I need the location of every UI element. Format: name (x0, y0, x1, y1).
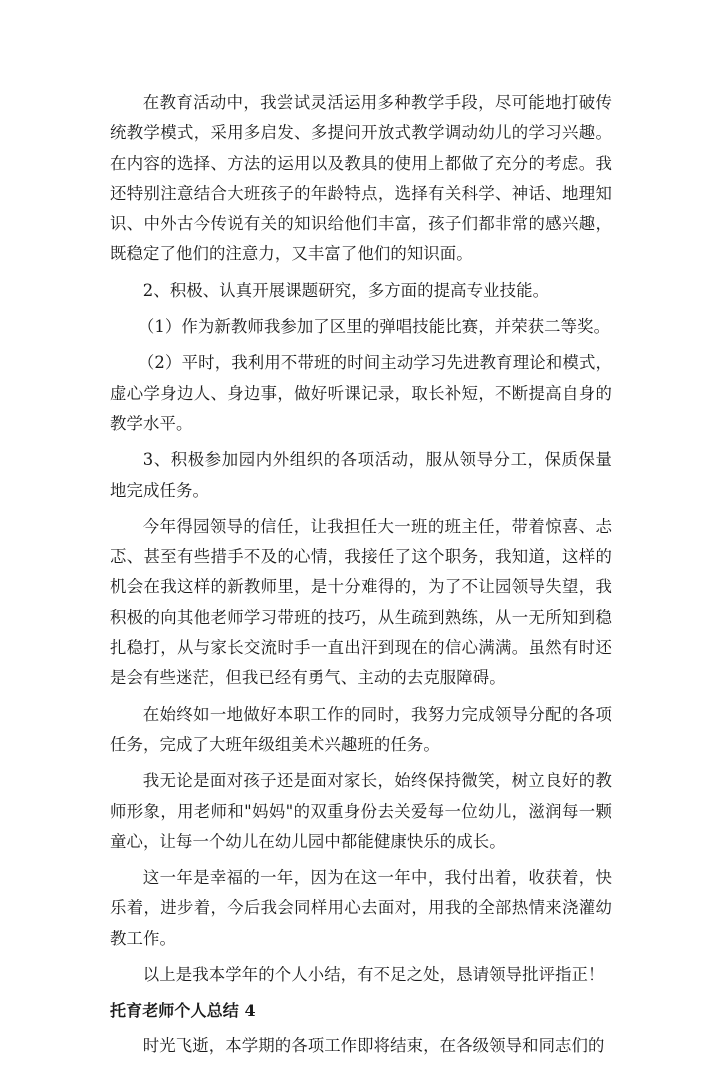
document-page (110, 88, 612, 1067)
paragraph-class-teacher: 今年得园领导的信任，让我担任大一班的班主任，带着惊喜、忐忑、甚至有些措手不及的心情，我接任了这个职务，我知道，这样的机会在我这样的新教师里，是十分难得的，为了不让园领导失望，我积极的向其他老师学习带班的技巧，从生疏到熟练，从一无所知到稳扎稳打，从与家长交流时手一直出汗到现在的信心满满。虽然有时还是会有些迷茫，但我已经有勇气、主动的去克服障碍。 (110, 516, 612, 688)
paragraph-closing: 时光飞逝，本学期的各项工作即将结束，在各级领导和同志们的 (142, 1035, 605, 1055)
paragraph-teaching-methods: 在教育活动中，我尝试灵活运用多种教学手段，尽可能地打破传统教学模式，采用多启发、多提问开放式教学调动幼儿的学习兴趣。在内容的选择、方法的运用以及教具的使用上都做了充分的考虑。我还特别注意结合大班孩子的年龄特点，选择有关科学、神话、地理知识、中外古今传说有关的知识给他们丰富，孩子们都非常的感兴趣，既稳定了他们的注意力，又丰富了他们的知识面。 (110, 93, 612, 264)
paragraph-research-item-3: 3、积极参加园内外组织的各项活动，服从领导分工，保质保量地完成任务。 (110, 450, 612, 500)
paragraph-conclusion: 以上是我本学年的个人小结，有不足之处，恳请领导批评指正！ (142, 965, 605, 985)
paragraph-subitem-2: （2）平时，我利用不带班的时间主动学习先进教育理论和模式，虚心学身边人、身边事，做好听课记录，取长补短，不断提高自身的教学水平。 (110, 353, 612, 433)
section-heading: 托育老师个人总结 4 (110, 1001, 256, 1021)
paragraph-smile: 我无论是面对孩子还是面对家长，始终保持微笑，树立良好的教师形象，用老师和"妈妈"的双重身份去关爱每一位幼儿，滋润每一颗童心，让每一个幼儿在幼儿园中都能健康快乐的成长。 (110, 771, 612, 851)
paragraph-research-item-2: 2、积极、认真开展课题研究，多方面的提高专业技能。 (142, 280, 550, 300)
paragraph-subitem-1: （1）作为新教师我参加了区里的弹唱技能比赛，并荣获二等奖。 (137, 317, 611, 337)
paragraph-happy-year: 这一年是幸福的一年，因为在这一年中，我付出着，收获着，快乐着，进步着，今后我会同样用心去面对，用我的全部热情来浇灌幼教工作。 (110, 868, 612, 948)
paragraph-tasks: 在始终如一地做好本职工作的同时，我努力完成领导分配的各项任务，完成了大班年级组美术兴趣班的任务。 (110, 704, 612, 754)
